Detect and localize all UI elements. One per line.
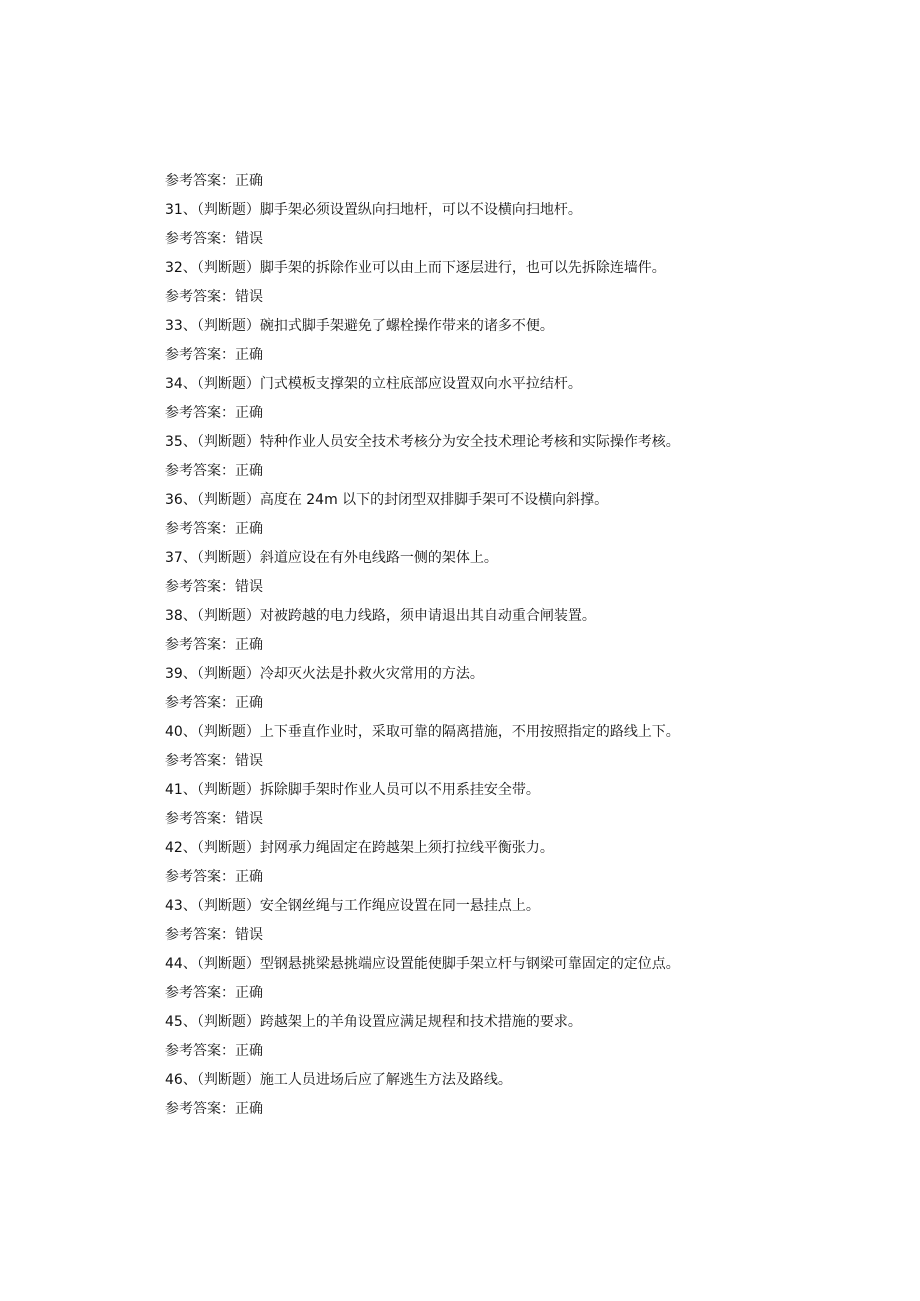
- question-line: 45、（判断题）跨越架上的羊角设置应满足规程和技术措施的要求。: [165, 1014, 582, 1030]
- answer-line: 参考答案：错误: [165, 811, 263, 827]
- question-line: 33、（判断题）碗扣式脚手架避免了螺栓操作带来的诸多不便。: [165, 318, 554, 334]
- question-line: 44、（判断题）型钢悬挑梁悬挑端应设置能使脚手架立杆与钢梁可靠固定的定位点。: [165, 956, 680, 972]
- question-line: 43、（判断题）安全钢丝绳与工作绳应设置在同一悬挂点上。: [165, 898, 540, 914]
- answer-line: 参考答案：正确: [165, 463, 263, 479]
- question-line: 40、（判断题）上下垂直作业时，采取可靠的隔离措施，不用按照指定的路线上下。: [165, 724, 680, 740]
- answer-line: 参考答案：错误: [165, 927, 263, 943]
- answer-line: 参考答案：正确: [165, 347, 263, 363]
- answer-line: 参考答案：错误: [165, 231, 263, 247]
- question-line: 35、（判断题）特种作业人员安全技术考核分为安全技术理论考核和实际操作考核。: [165, 434, 680, 450]
- answer-line: 参考答案：正确: [165, 869, 263, 885]
- answer-line: 参考答案：正确: [165, 1101, 263, 1117]
- question-list: [165, 167, 765, 1124]
- question-line: 31、（判断题）脚手架必须设置纵向扫地杆，可以不设横向扫地杆。: [165, 202, 582, 218]
- answer-line: 参考答案：正确: [165, 985, 263, 1001]
- answer-line: 参考答案：正确: [165, 637, 263, 653]
- question-line: 39、（判断题）冷却灭火法是扑救火灾常用的方法。: [165, 666, 484, 682]
- question-line: 36、（判断题）高度在 24m 以下的封闭型双排脚手架可不设横向斜撑。: [165, 492, 609, 508]
- question-line: 32、（判断题）脚手架的拆除作业可以由上而下逐层进行，也可以先拆除连墙件。: [165, 260, 666, 276]
- answer-line: 参考答案：错误: [165, 289, 263, 305]
- answer-line: 参考答案：正确: [165, 173, 263, 189]
- answer-line: 参考答案：正确: [165, 521, 263, 537]
- answer-line: 参考答案：错误: [165, 579, 263, 595]
- answer-line: 参考答案：正确: [165, 1043, 263, 1059]
- question-line: 34、（判断题）门式模板支撑架的立柱底部应设置双向水平拉结杆。: [165, 376, 582, 392]
- answer-line: 参考答案：错误: [165, 753, 263, 769]
- question-line: 38、（判断题）对被跨越的电力线路，须申请退出其自动重合闸装置。: [165, 608, 596, 624]
- answer-line: 参考答案：正确: [165, 695, 263, 711]
- question-line: 37、（判断题）斜道应设在有外电线路一侧的架体上。: [165, 550, 498, 566]
- question-line: 42、（判断题）封网承力绳固定在跨越架上须打拉线平衡张力。: [165, 840, 554, 856]
- answer-line: 参考答案：正确: [165, 405, 263, 421]
- question-line: 46、（判断题）施工人员进场后应了解逃生方法及路线。: [165, 1072, 512, 1088]
- question-line: 41、（判断题）拆除脚手架时作业人员可以不用系挂安全带。: [165, 782, 540, 798]
